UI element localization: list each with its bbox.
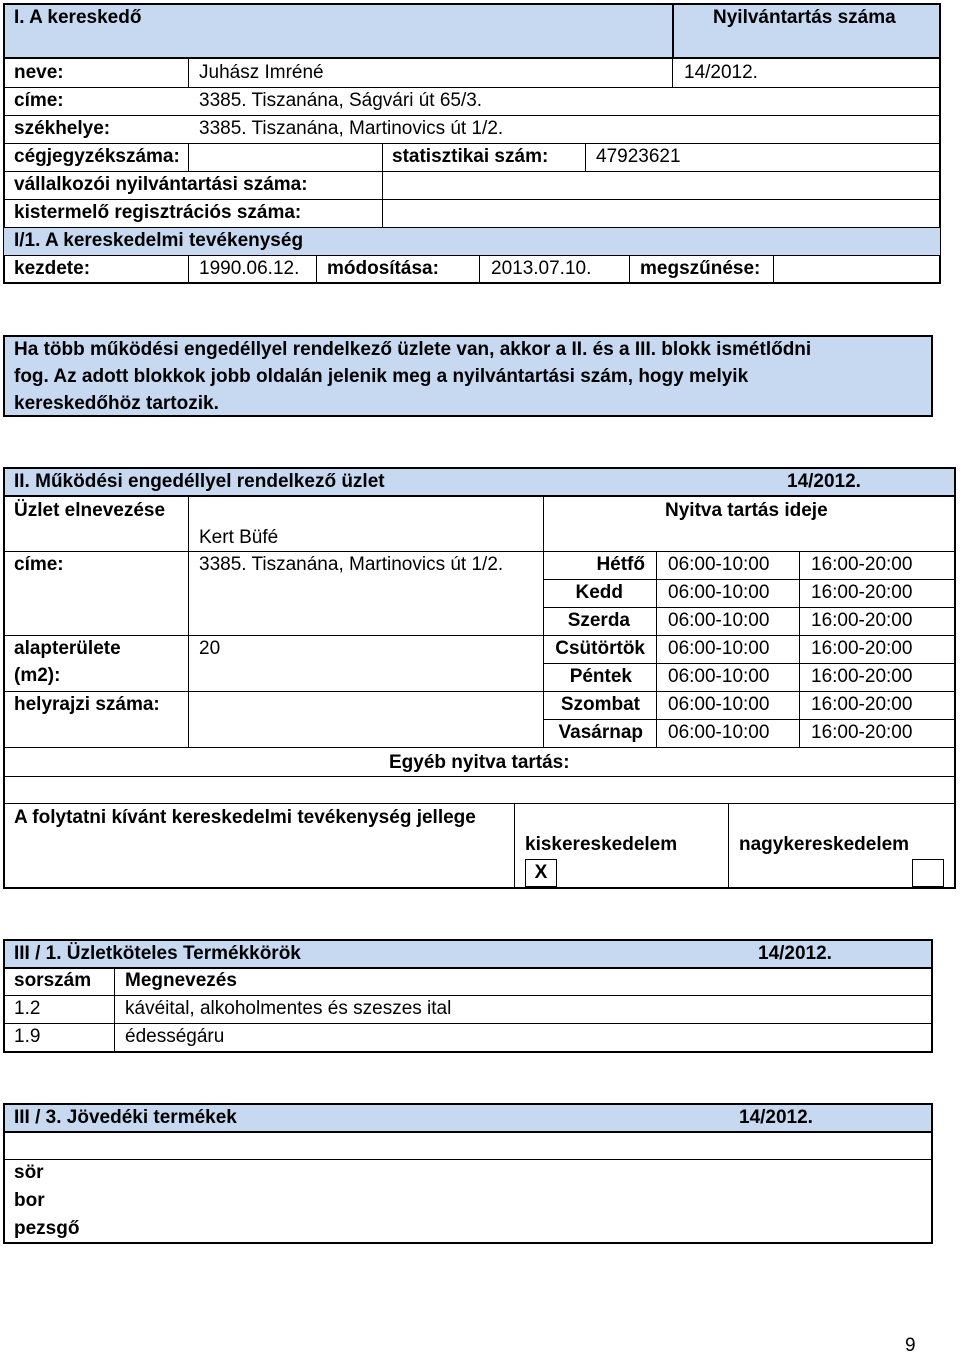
col-name-header: Megnevezés [125, 970, 237, 991]
wholesale-label: nagykereskedelem [739, 834, 910, 855]
name-label: neve: [14, 62, 64, 83]
shop-header: II. Működési engedéllyel rendelkező üzlet [14, 471, 385, 492]
products-reg-number: 14/2012. [758, 943, 832, 964]
afternoon-hours: 16:00-20:00 [811, 610, 913, 631]
day-label: Csütörtök [555, 638, 645, 659]
excise-table [3, 1131, 933, 1244]
page-number: 9 [905, 1335, 916, 1356]
wholesale-checkbox[interactable] [912, 859, 944, 887]
reg-number: 14/2012. [684, 62, 758, 83]
excise-header: III / 3. Jövedéki termékek [14, 1107, 237, 1128]
morning-hours: 06:00-10:00 [668, 554, 770, 575]
address-value: 3385. Tiszanána, Ságvári út 65/3. [199, 90, 483, 111]
opening-hours-label: Nyitva tartás ideje [665, 500, 828, 521]
seat-value: 3385. Tiszanána, Martinovics út 1/2. [199, 118, 504, 139]
products-header: III / 1. Üzletköteles Termékkörök [14, 943, 301, 964]
plot-number-label: helyrajzi száma: [14, 694, 160, 715]
reg-number-header: Nyilvántartás száma [713, 7, 896, 28]
day-label: Szombat [560, 694, 640, 715]
day-label: Kedd [575, 582, 623, 603]
row-number: 1.9 [14, 1026, 41, 1047]
shop-name-label: Üzlet elnevezése [14, 500, 166, 521]
shop-name-value: Kert Büfé [199, 527, 279, 548]
excise-item: bor [14, 1190, 45, 1211]
start-value: 1990.06.12. [199, 258, 300, 279]
note-line-1: Ha több működési engedéllyel rendelkező üzlete van, akkor a II. és a III. blokk ismétlődni [14, 339, 812, 360]
seat-label: székhelye: [14, 118, 111, 139]
modification-value: 2013.07.10. [491, 258, 592, 279]
morning-hours: 06:00-10:00 [668, 694, 770, 715]
afternoon-hours: 16:00-20:00 [811, 666, 913, 687]
day-label: Péntek [569, 666, 632, 687]
stat-number-value: 47923621 [596, 146, 681, 167]
afternoon-hours: 16:00-20:00 [811, 582, 913, 603]
area-value: 20 [199, 638, 221, 659]
smallholder-reg-label: kistermelő regisztrációs száma: [14, 202, 302, 223]
excise-item: pezsgő [14, 1218, 80, 1239]
name-value: Juhász Imréné [199, 62, 324, 83]
stat-number-label: statisztikai szám: [392, 146, 549, 167]
row-name: kávéital, alkoholmentes és szeszes ital [125, 998, 452, 1019]
other-opening-hours-label: Egyéb nyitva tartás: [389, 752, 570, 773]
modification-label: módosítása: [327, 258, 439, 279]
entrepreneur-reg-label: vállalkozói nyilvántartási száma: [14, 174, 308, 195]
note-line-3: kereskedőhöz tartozik. [14, 393, 219, 414]
morning-hours: 06:00-10:00 [668, 722, 770, 743]
retail-checkbox[interactable]: X [525, 859, 557, 887]
note-line-2: fog. Az adott blokkok jobb oldalán jelenik meg a nyilvántartási szám, hogy melyik [14, 366, 749, 387]
col-number-header: sorszám [14, 970, 92, 991]
day-label: Vasárnap [558, 722, 643, 743]
morning-hours: 06:00-10:00 [668, 666, 770, 687]
afternoon-hours: 16:00-20:00 [811, 694, 913, 715]
excise-item: sör [14, 1162, 44, 1183]
afternoon-hours: 16:00-20:00 [811, 554, 913, 575]
area-unit-label: (m2): [14, 665, 61, 686]
activity-header: I/1. A kereskedelmi tevékenység [14, 230, 304, 251]
shop-reg-number: 14/2012. [787, 471, 861, 492]
area-label: alapterülete [14, 638, 121, 659]
afternoon-hours: 16:00-20:00 [811, 638, 913, 659]
start-label: kezdete: [14, 258, 91, 279]
morning-hours: 06:00-10:00 [668, 638, 770, 659]
row-number: 1.2 [14, 998, 41, 1019]
shop-address-value: 3385. Tiszanána, Martinovics út 1/2. [199, 554, 504, 575]
activity-type-label: A folytatni kívánt kereskedelmi tevékenység jellege [14, 807, 476, 828]
company-reg-label: cégjegyzékszáma: [14, 146, 180, 167]
retail-label: kiskereskedelem [525, 834, 678, 855]
trader-header: I. A kereskedő [14, 7, 142, 28]
morning-hours: 06:00-10:00 [668, 610, 770, 631]
termination-label: megszűnése: [640, 258, 761, 279]
day-label: Szerda [567, 610, 630, 631]
day-label: Hétfő [596, 554, 645, 575]
address-label: címe: [14, 90, 64, 111]
morning-hours: 06:00-10:00 [668, 582, 770, 603]
shop-address-label: címe: [14, 554, 64, 575]
row-name: édességáru [125, 1026, 225, 1047]
excise-reg-number: 14/2012. [739, 1107, 813, 1128]
afternoon-hours: 16:00-20:00 [811, 722, 913, 743]
